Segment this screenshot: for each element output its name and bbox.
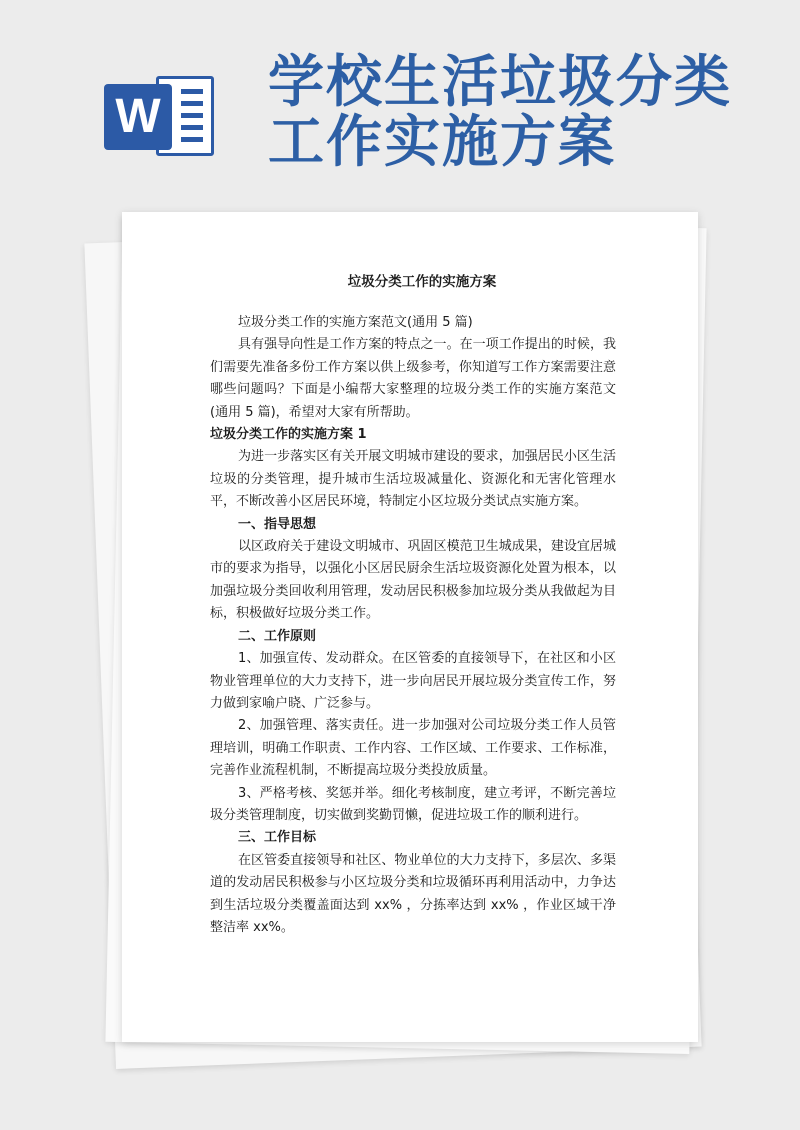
- section-heading: 一、指导思想: [238, 516, 317, 532]
- section-heading: 三、工作目标: [238, 830, 317, 846]
- paragraph: 为进一步落实区有关开展文明城市建设的要求，加强居民小区生活垃圾的分类管理，提升城市生活垃圾减量化、资源化和无害化管理水平，不断改善小区居民环境，特制定小区垃圾分类试点实施方案。: [210, 449, 616, 510]
- paragraph: 以区政府关于建设文明城市、巩固区模范卫生城成果，建设宜居城市的要求为指导，以强化小区居民厨余生活垃圾资源化处置为根本，以加强垃圾分类回收利用管理，发动居民积极参加垃圾分类从我做起为目标，积极做好垃圾分类工作。: [210, 539, 616, 622]
- header-title: [268, 49, 788, 175]
- paragraph: 3、严格考核、奖惩并举。细化考核制度，建立考评，不断完善垃圾分类管理制度，切实做到奖勤罚懒，促进垃圾工作的顺利进行。: [210, 785, 616, 823]
- document-title: 垃圾分类工作的实施方案: [347, 274, 497, 290]
- paragraph: 具有强导向性是工作方案的特点之一。在一项工作提出的时候，我们需要先准备多份工作方案以供上级参考，你知道写工作方案需要注意哪些问题吗？下面是小编帮大家整理的垃圾分类工作的实施方案范文(通用 5 篇)，希望对大家有所帮助。: [210, 337, 616, 420]
- document-body: [210, 272, 616, 939]
- word-logo-letter: W: [104, 84, 172, 150]
- document-page: [122, 212, 698, 1042]
- word-document-icon: [104, 70, 216, 162]
- paragraph: 1、加强宣传、发动群众。在区管委的直接领导下，在社区和小区物业管理单位的大力支持下，进一步向居民开展垃圾分类宣传工作，努力做到家喻户晓、广泛参与。: [210, 651, 616, 711]
- paragraph: 2、加强管理、落实责任。进一步加强对公司垃圾分类工作人员管理培训，明确工作职责、工作内容、工作区域、工作要求、工作标准，完善作业流程机制，不断提高垃圾分类投放质量。: [210, 718, 616, 779]
- header-title-line-2: 工作实施方案: [268, 109, 616, 175]
- section-heading: 二、工作原则: [238, 628, 317, 644]
- paragraph: 垃圾分类工作的实施方案范文(通用 5 篇): [238, 315, 473, 330]
- paragraph-list: [210, 312, 616, 939]
- paragraph: 在区管委直接领导和社区、物业单位的大力支持下，多层次、多渠道的发动居民积极参与小区垃圾分类和垃圾循环再利用活动中，力争达到生活垃圾分类覆盖面达到 xx% ，分拣率达到 xx% ，作业区域干净整洁率 xx%。: [210, 852, 616, 935]
- section-title: 垃圾分类工作的实施方案 1: [210, 427, 367, 443]
- header-banner: [0, 0, 800, 200]
- header-title-line-1: 学校生活垃圾分类: [268, 49, 732, 115]
